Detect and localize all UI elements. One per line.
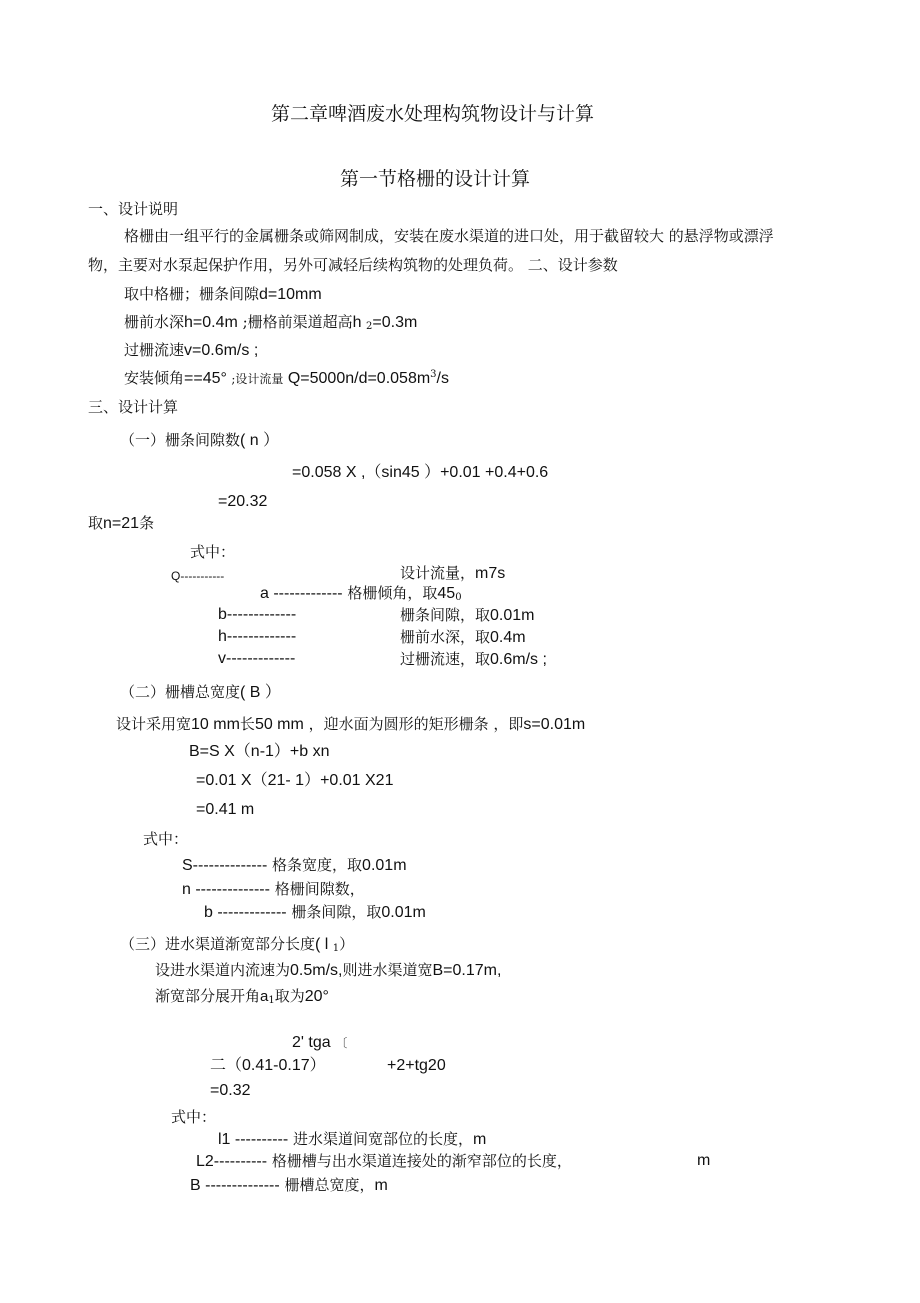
def3-l1-sym: l1 ---------- [218,1131,289,1148]
def-h-val: 0.4m [490,629,526,646]
def2-n-desc: 格栅间隙数， [269,880,365,898]
param-flow-velocity-label: 过栅流速 [124,341,185,359]
param-flow-velocity [124,341,258,360]
take-n-unit: 条 [139,514,155,532]
design-width: 10 mm [191,716,240,733]
def2-s-sym: S-------------- [182,857,268,874]
subheading-widening-var: ( l [315,936,333,953]
where-label-3: 式中： [171,1108,217,1126]
def-b-symbol: b------------- [218,606,297,623]
def-q-dash: ----------- [180,569,225,583]
def-v-desc: 过栅流速，取 [400,650,491,668]
calc-n-line-2: =20.32 [218,493,268,510]
page-title: 第二章啤酒废水处理构筑物设计与计算 [271,103,595,125]
take-n-value: n=21 [103,515,140,532]
def-q-symbol [171,567,224,585]
def-h-desc: 栅前水深，取 [400,628,491,646]
def-alpha-val: 45 [437,585,456,602]
calc-b-line-1: =0.01 X（21- 1）+0.01 X21 [196,772,394,789]
calc-l1-expression-tail: +2+tg20 [387,1057,446,1074]
def-h-symbol: h------------- [218,628,297,645]
def-alpha [260,584,462,607]
calc-l1-expression: 二（0.41-0.17） [210,1057,326,1074]
heading-design-calculation: 三、设计计算 [88,398,179,416]
subheading-total-width [120,683,281,702]
take-n [88,514,154,533]
assume-b: B=0.17m, [432,962,502,979]
param-grid-gap [124,285,322,304]
subheading-gap-count-var: ( n ） [240,432,280,449]
where-label-2: 式中： [143,830,189,848]
assume-mid: 则进水渠道宽 [342,961,433,979]
subheading-widening-text: （三）进水渠道渐宽部分长度 [120,935,316,953]
section-title: 第一节格栅的设计计算 [340,168,531,190]
angle-line [155,987,329,1010]
angle-sub: 1 [268,995,275,1006]
design-post: ，迎水面为圆形的矩形栅条 ，即 [303,715,524,733]
def2-b-sym: b ------------- [204,904,287,921]
design-mid: 长 [239,715,255,733]
subheading-gap-count [120,431,279,450]
where-label-1: 式中： [190,543,236,561]
def-alpha-desc: 格栅倾角，取 [347,584,438,602]
def-b-desc: 栅条间隙，取 [400,606,491,624]
angle-var: a [260,988,269,1005]
def-alpha-sym: a ------------- [260,585,343,602]
def3-b-unit: m [374,1177,388,1194]
frac-small: 〔 [335,1036,348,1050]
assume-pre: 设进水渠道内流速为 [155,961,291,979]
def2-n [182,880,365,899]
def-q-desc: 设计流量， [400,564,476,582]
def3-l2-desc: 格栅槽与出水渠道连接处的渐窄部位的长度， [267,1152,572,1170]
param-water-depth-label: 栅前水深 [124,313,185,331]
calc-l1-result: =0.32 [210,1082,251,1099]
def-q-sym: Q [171,569,181,583]
def3-b-sym: B -------------- [190,1177,280,1194]
param-design-flow-value: Q=5000n/d=0.058m [283,370,431,387]
def2-b [204,903,426,922]
angle-val: 20° [304,988,329,1005]
def3-l2 [196,1152,572,1171]
assumption-line [155,961,501,980]
calc-b-line-2: =0.41 m [196,801,255,818]
param-design-flow-unit: /s [436,370,449,387]
def2-s-desc: 格条宽度，取 [267,856,363,874]
design-pre: 设计采用宽 [116,715,192,733]
param-design-flow-sup: 3 [430,369,437,380]
heading-design-description: 一、设计说明 [88,200,179,218]
def2-s [182,856,407,875]
param-freeboard-label: ;栅格前渠道超高 [237,313,353,331]
def2-s-val: 0.01m [362,857,407,874]
calc-n-line-1: =0.058 X ,（sin45 ）+0.01 +0.4+0.6 [292,464,549,481]
subheading-widening-length [120,935,354,958]
def-v-val: 0.6m/s ; [490,651,547,668]
fraction-denominator [292,1033,347,1052]
def-v-symbol: v------------- [218,650,296,667]
take-n-prefix: 取 [88,514,104,532]
def-b-val: 0.01m [490,607,535,624]
def-alpha-sub: 0 [455,592,462,603]
def2-b-val: 0.01m [381,904,426,921]
assume-v: 0.5m/s, [290,962,343,979]
param-angle-value: ==45° [184,370,232,387]
paragraph-line-2: 物，主要对水泵起保护作用，另外可减轻后续构筑物的处理负荷。 二、设计参数 [88,256,618,274]
def3-b [190,1176,388,1195]
def3-b-desc: 栅槽总宽度， [279,1176,375,1194]
design-bar-spec [116,715,585,734]
paragraph-line-1: 格栅由一组平行的金属栅条或筛网制成，安装在废水渠道的进口处，用于截留较大 的悬浮物或漂浮 [124,227,774,245]
param-flow-velocity-value: v=0.6m/s ; [184,342,259,359]
subheading-widening-end: ） [339,935,355,953]
angle-pre: 渐宽部分展开角 [155,987,261,1005]
def2-n-sym: n -------------- [182,881,270,898]
def3-l2-sym: L2---------- [196,1153,268,1170]
param-angle-label: 安装倾角 [124,369,185,387]
param-freeboard-var: h [352,314,366,331]
def2-b-desc: 栅条间隙，取 [286,903,382,921]
angle-mid: 取为 [274,987,305,1005]
param-water-depth-value: h=0.4m [184,314,238,331]
subheading-gap-count-text: （一）栅条间隙数 [120,431,241,449]
def3-l2-unit: m [697,1152,711,1169]
design-length: 50 mm [254,716,304,733]
def3-l1-unit: m [472,1131,487,1148]
frac-denom: 2' tga [292,1034,331,1051]
subheading-total-width-text: （二）栅槽总宽度 [120,683,241,701]
def-b-description [400,606,534,625]
param-grid-gap-value: d=10mm [259,286,322,303]
param-design-flow-label: ;设计流量 [231,372,284,386]
def-h-description [400,628,526,647]
param-freeboard-sub: 2 [366,321,373,332]
subheading-total-width-var: ( B ） [240,684,281,701]
param-freeboard-value: =0.3m [372,314,418,331]
subheading-widening-sub: 1 [332,943,340,954]
design-s: s=0.01m [523,716,586,733]
param-grid-gap-label: 取中格栅；栅条间隙 [124,285,260,303]
param-install-angle [124,369,449,388]
def3-l1-desc: 进水渠道间宽部位的长度， [288,1130,473,1148]
def3-l1 [218,1130,486,1149]
def-q-description [400,564,505,583]
def-v-description [400,650,547,669]
calc-b-formula: B=S X（n-1）+b xn [189,743,330,760]
def-q-unit: m7s [475,565,506,582]
param-water-depth [124,313,417,336]
